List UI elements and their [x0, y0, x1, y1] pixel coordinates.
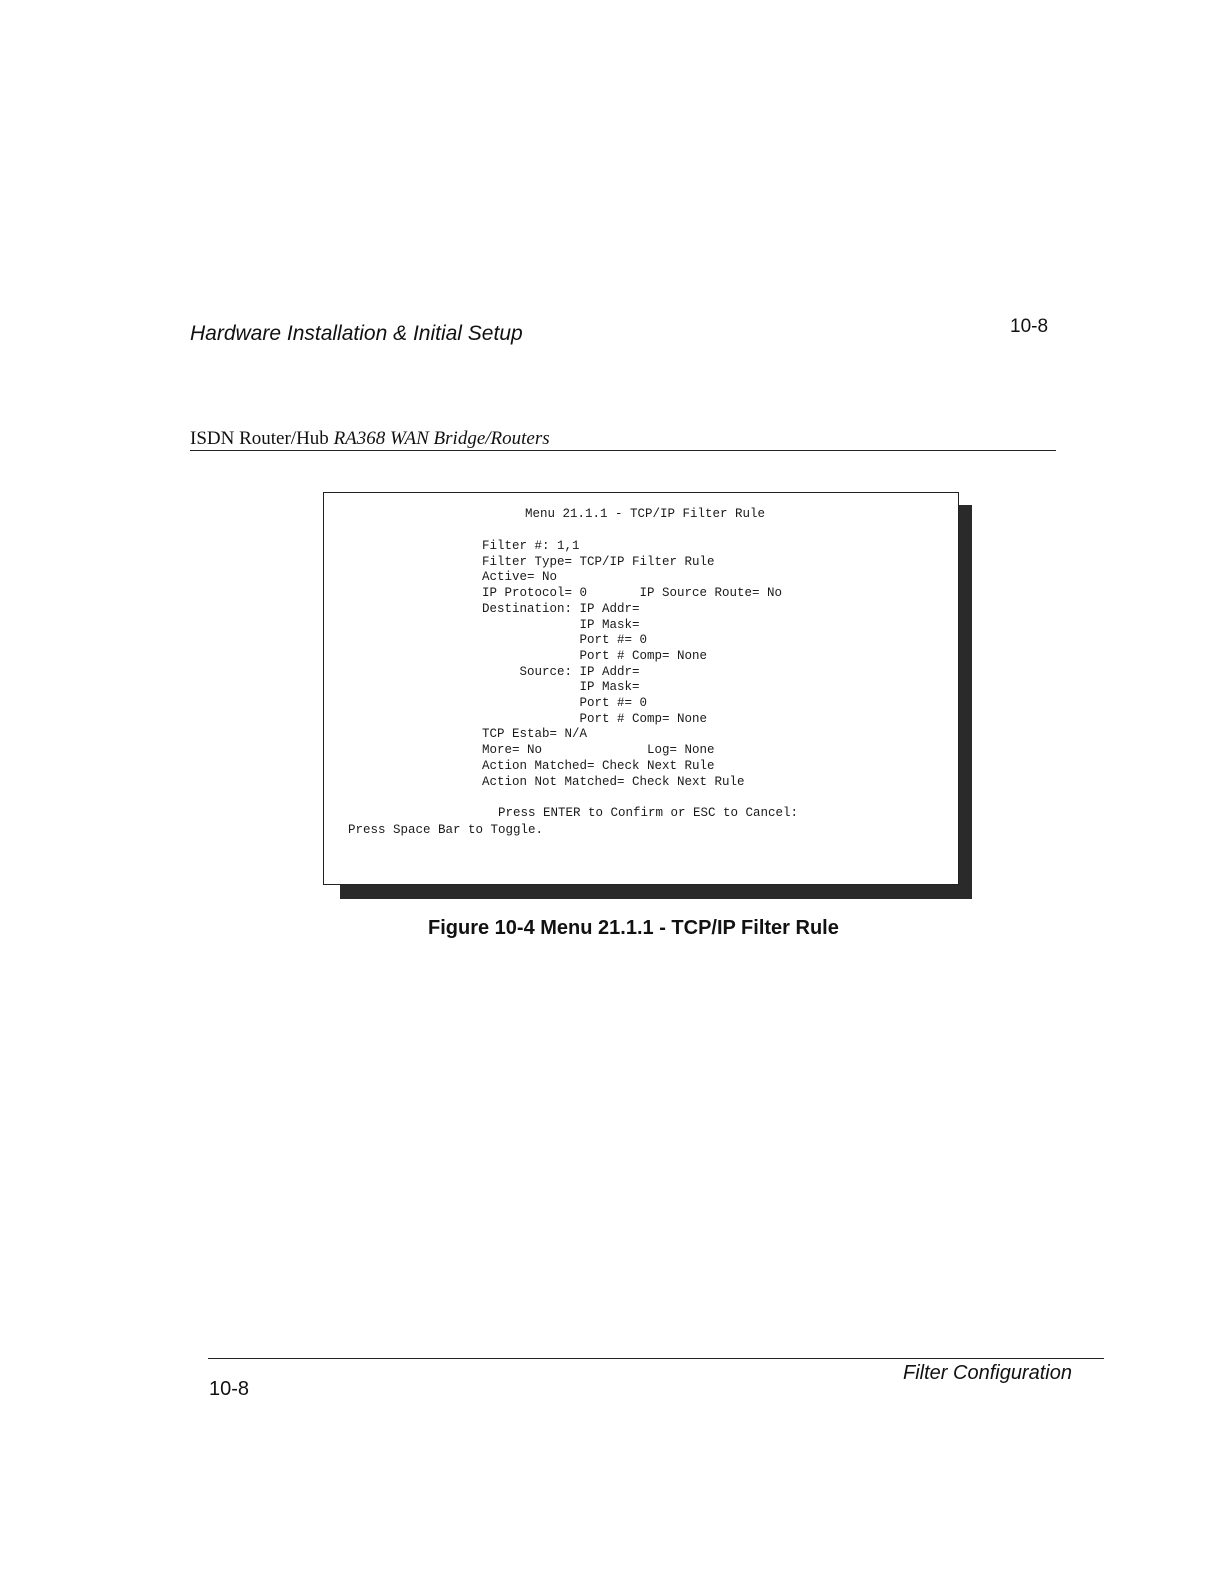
terminal-field-line: Source: IP Addr= — [482, 664, 640, 679]
terminal-field-line: Filter #: 1,1 — [482, 539, 580, 553]
screen-shadow-bottom — [340, 885, 972, 899]
terminal-field-line: More= No Log= None — [482, 743, 715, 758]
terminal-menu-title: Menu 21.1.1 - TCP/IP Filter Rule — [525, 507, 766, 521]
filter-rule-fields — [482, 539, 782, 790]
running-head-title: Hardware Installation & Initial Setup — [190, 322, 523, 345]
header-rule — [190, 450, 1056, 451]
product-line-heading — [190, 428, 550, 450]
terminal-field-line: IP Protocol= 0 IP Source Route= No — [482, 586, 783, 601]
terminal-field-line: IP Mask= — [482, 617, 640, 632]
terminal-field-line: Action Not Matched= Check Next Rule — [482, 774, 745, 789]
product-line-prefix: ISDN Router/Hub — [190, 428, 334, 449]
terminal-screen — [323, 492, 959, 885]
confirm-prompt: Press ENTER to Confirm or ESC to Cancel: — [498, 806, 799, 820]
terminal-field-line: Active= No — [482, 570, 558, 585]
product-model: RA368 WAN Bridge/Routers — [333, 428, 550, 449]
footer-page-number: 10-8 — [209, 1378, 250, 1400]
terminal-field-line: Port #= 0 — [482, 633, 648, 648]
screen-shadow-right — [958, 505, 972, 888]
terminal-field-line: Port # Comp= None — [482, 711, 708, 726]
figure-caption: Figure 10-4 Menu 21.1.1 - TCP/IP Filter Rule — [428, 917, 839, 939]
toggle-prompt: Press Space Bar to Toggle. — [348, 823, 544, 837]
terminal-field-line: Filter Type= TCP/IP Filter Rule — [482, 554, 715, 569]
terminal-field-line: Destination: IP Addr= — [482, 601, 640, 616]
footer-rule — [208, 1358, 1104, 1359]
terminal-field-line: Port #= 0 — [482, 696, 648, 711]
footer-chapter-title: Filter Configuration — [903, 1362, 1072, 1384]
terminal-field-line: Port # Comp= None — [482, 648, 708, 663]
header-page-number: 10-8 — [1010, 316, 1049, 337]
terminal-field-line: Action Matched= Check Next Rule — [482, 758, 715, 773]
terminal-field-line: TCP Estab= N/A — [482, 727, 588, 742]
terminal-field-line: IP Mask= — [482, 680, 640, 695]
